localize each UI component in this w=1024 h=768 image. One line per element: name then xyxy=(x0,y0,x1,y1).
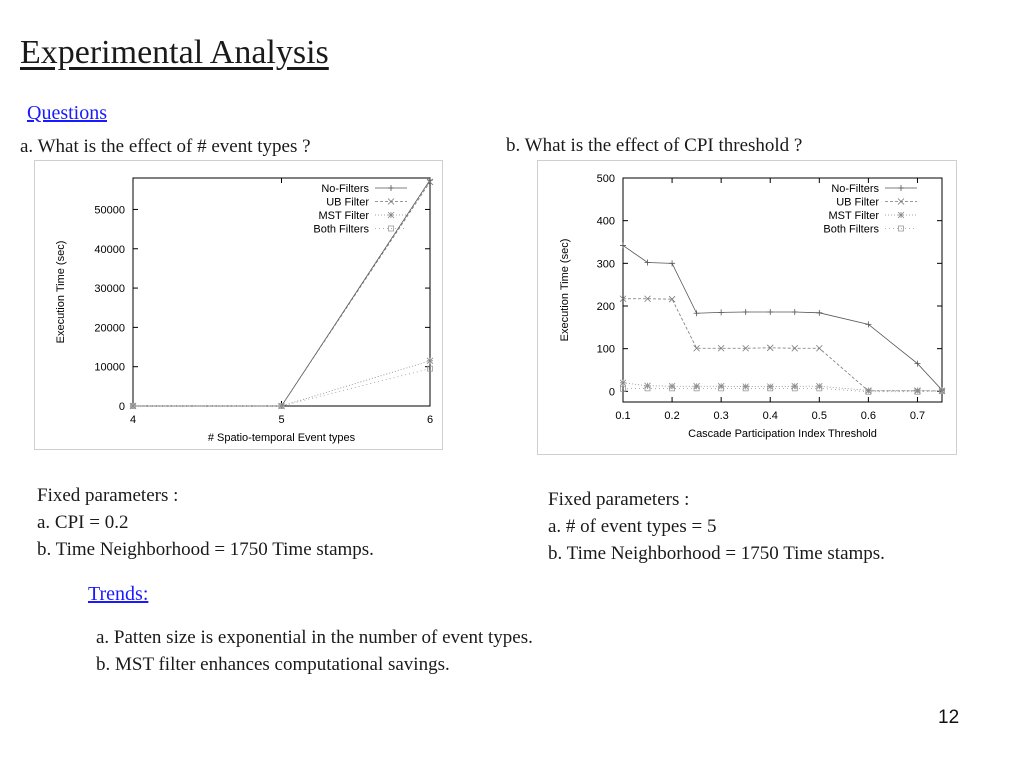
legend-label: MST Filter xyxy=(318,210,369,222)
y-tick-label: 300 xyxy=(596,258,615,271)
fixed-parameters-b-item: a. # of event types = 5 xyxy=(548,516,717,537)
questions-link[interactable]: Questions xyxy=(27,102,107,124)
question-a: a. What is the effect of # event types ? xyxy=(20,136,311,157)
legend-label: No-Filters xyxy=(831,183,879,195)
x-axis-label: # Spatio-temporal Event types xyxy=(207,432,356,444)
y-tick-label: 400 xyxy=(596,215,615,228)
trends-link[interactable]: Trends: xyxy=(88,583,149,605)
y-tick-label: 40000 xyxy=(94,243,125,256)
x-tick-label: 0.3 xyxy=(713,410,729,422)
trend-item: a. Patten size is exponential in the number of event types. xyxy=(96,627,533,648)
legend-label: Both Filters xyxy=(823,223,879,236)
legend-label: UB Filter xyxy=(326,196,369,209)
y-tick-label: 0 xyxy=(608,386,615,399)
y-tick-label: 30000 xyxy=(94,283,125,296)
x-tick-label: 6 xyxy=(426,414,434,426)
slide-title: Experimental Analysis xyxy=(20,34,329,71)
fixed-parameters-a-heading: Fixed parameters : xyxy=(37,485,179,506)
page-number: 12 xyxy=(938,707,960,728)
chart-event-types xyxy=(34,160,443,450)
x-tick-label: 4 xyxy=(129,414,137,426)
fixed-parameters-a xyxy=(37,482,374,563)
x-axis-label: Cascade Participation Index Threshold xyxy=(688,428,877,440)
data-point xyxy=(914,387,920,393)
y-tick-label: 500 xyxy=(596,173,615,185)
y-tick-label: 10000 xyxy=(94,361,125,374)
data-point xyxy=(427,358,433,364)
fixed-parameters-a-item: b. Time Neighborhood = 1750 Time stamps. xyxy=(37,539,374,560)
legend-marker xyxy=(898,212,904,218)
x-tick-label: 0.2 xyxy=(664,410,680,422)
legend-label: UB Filter xyxy=(836,196,879,209)
legend-label: MST Filter xyxy=(828,210,879,222)
y-axis-label: Execution Time (sec) xyxy=(55,240,67,344)
x-tick-label: 0.7 xyxy=(909,410,926,422)
question-b: b. What is the effect of CPI threshold ? xyxy=(506,135,803,156)
y-tick-label: 100 xyxy=(596,343,615,356)
x-tick-label: 0.5 xyxy=(811,410,827,422)
data-point xyxy=(767,384,773,390)
trend-item: b. MST filter enhances computational savings. xyxy=(96,654,450,675)
trends-list xyxy=(96,624,533,678)
y-tick-label: 200 xyxy=(596,301,615,313)
fixed-parameters-b xyxy=(548,486,885,567)
y-tick-label: 0 xyxy=(118,401,125,413)
x-tick-label: 5 xyxy=(278,414,285,426)
legend-label: No-Filters xyxy=(321,183,369,195)
fixed-parameters-a-item: a. CPI = 0.2 xyxy=(37,512,129,533)
x-tick-label: 0.6 xyxy=(860,410,877,422)
x-tick-label: 0.4 xyxy=(762,410,778,422)
chart-cpi-threshold xyxy=(537,160,957,455)
fixed-parameters-b-heading: Fixed parameters : xyxy=(548,489,690,510)
y-tick-label: 50000 xyxy=(94,204,125,217)
y-axis-label: Execution Time (sec) xyxy=(559,238,571,342)
y-tick-label: 20000 xyxy=(94,322,125,335)
legend-marker xyxy=(388,212,394,218)
data-point xyxy=(620,380,626,386)
x-tick-label: 0.1 xyxy=(615,410,631,422)
legend-label: Both Filters xyxy=(313,223,369,236)
fixed-parameters-b-item: b. Time Neighborhood = 1750 Time stamps. xyxy=(548,543,885,564)
